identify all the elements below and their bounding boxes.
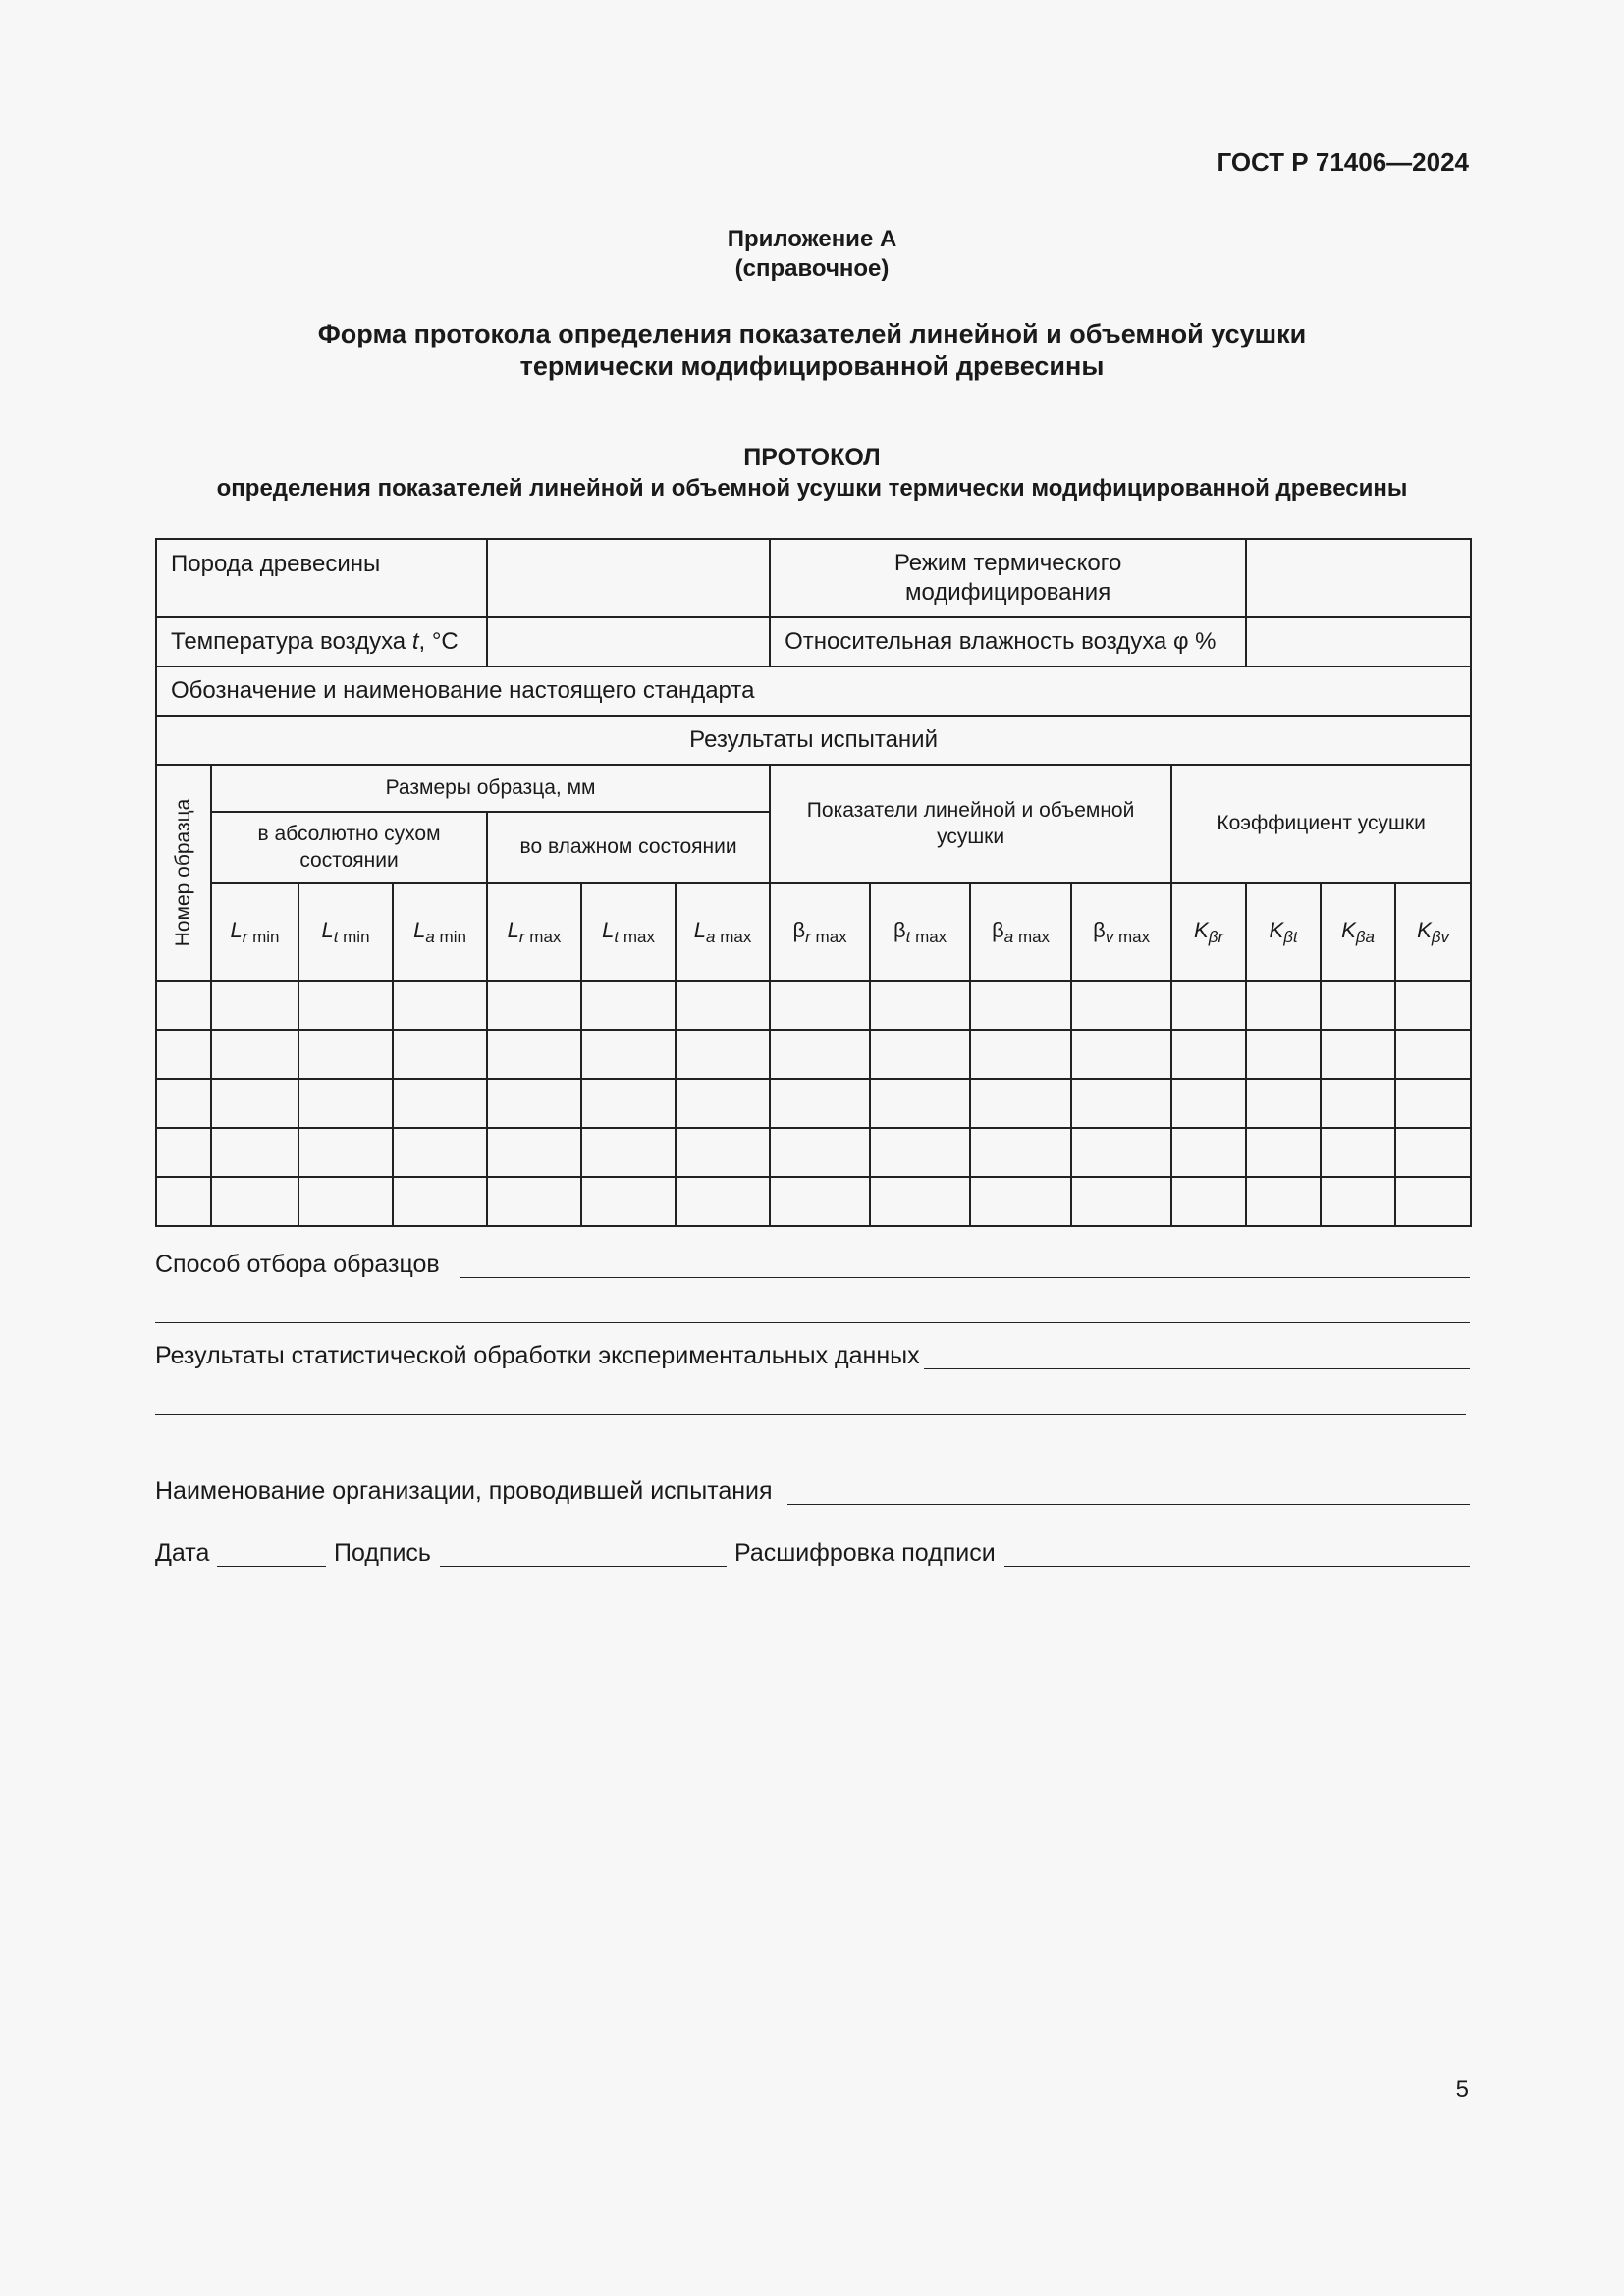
symbol-main: β	[792, 917, 806, 942]
data-cell[interactable]	[970, 1030, 1071, 1079]
data-cell[interactable]	[156, 1030, 211, 1079]
data-cell[interactable]	[298, 1128, 393, 1177]
data-cell[interactable]	[970, 981, 1071, 1030]
data-cell[interactable]	[676, 1128, 770, 1177]
data-cell[interactable]	[1321, 1079, 1395, 1128]
standard-label: Обозначение и наименование настоящего стандарта	[156, 667, 1471, 716]
symbol-header	[1071, 883, 1171, 981]
table-row	[156, 617, 1471, 667]
data-cell[interactable]	[1321, 1177, 1395, 1226]
symbol-subscript	[519, 928, 562, 946]
air-temperature-suffix: , °С	[418, 628, 459, 655]
data-cell[interactable]	[1395, 1030, 1471, 1079]
data-cell[interactable]	[1246, 1030, 1321, 1079]
data-cell[interactable]	[581, 1128, 676, 1177]
protocol-table	[155, 538, 1472, 1227]
symbol-subscript-suffix: min	[338, 927, 370, 946]
data-cell[interactable]	[870, 1030, 970, 1079]
symbol-subscript	[243, 928, 280, 946]
heat-mode-value[interactable]	[1246, 539, 1471, 617]
symbol-header	[1246, 883, 1321, 981]
dry-state-header	[211, 812, 487, 883]
signature-decoding-label: Расшифровка подписи	[734, 1539, 996, 1567]
dry-state-line-2: состоянии	[299, 848, 399, 872]
symbol-subscript-var: βt	[1283, 927, 1298, 946]
data-cell[interactable]	[211, 981, 298, 1030]
date-line[interactable]	[217, 1566, 326, 1567]
symbol-header	[211, 883, 298, 981]
data-cell[interactable]	[770, 1030, 870, 1079]
symbol-main: K	[1194, 917, 1209, 942]
data-cell[interactable]	[581, 981, 676, 1030]
appendix-subtitle: (справочное)	[734, 255, 890, 282]
data-cell[interactable]	[156, 1128, 211, 1177]
table-row	[156, 1177, 1471, 1226]
data-cell[interactable]	[393, 1079, 487, 1128]
symbol-subscript	[1209, 928, 1223, 946]
data-cell[interactable]	[298, 981, 393, 1030]
shrink-indicators-header	[770, 765, 1171, 883]
data-cell[interactable]	[487, 1079, 581, 1128]
symbol-subscript-suffix: min	[434, 927, 466, 946]
humidity-value[interactable]	[1246, 617, 1471, 667]
table-row	[156, 981, 1471, 1030]
data-cell[interactable]	[1071, 1177, 1171, 1226]
table-row	[156, 667, 1471, 716]
symbol-subscript-suffix: max	[910, 927, 947, 946]
results-header: Результаты испытаний	[156, 716, 1471, 765]
data-cell[interactable]	[211, 1177, 298, 1226]
table-row	[156, 1128, 1471, 1177]
symbol-main: β	[1093, 917, 1106, 942]
data-cell[interactable]	[211, 1030, 298, 1079]
table-row	[156, 765, 1471, 812]
data-cell[interactable]	[487, 1177, 581, 1226]
data-cell[interactable]	[770, 1079, 870, 1128]
shrink-indicators-line-2: усушки	[937, 825, 1005, 848]
symbol-subscript	[906, 928, 947, 946]
symbol-subscript-var: r	[518, 927, 525, 946]
data-cell[interactable]	[1321, 1128, 1395, 1177]
data-cell[interactable]	[770, 1128, 870, 1177]
symbol-header	[581, 883, 676, 981]
symbol-main: L	[507, 917, 519, 942]
symbol-subscript-var: a	[706, 927, 716, 946]
data-cell[interactable]	[1246, 1177, 1321, 1226]
heat-mode-line-1: Режим термического	[893, 550, 1122, 576]
data-cell[interactable]	[770, 981, 870, 1030]
symbol-subscript-var: βv	[1431, 927, 1450, 946]
symbol-header	[1171, 883, 1246, 981]
heat-mode-label	[770, 539, 1246, 617]
symbol-subscript	[1004, 928, 1050, 946]
data-cell[interactable]	[1171, 1030, 1246, 1079]
data-cell[interactable]	[1246, 1079, 1321, 1128]
data-cell[interactable]	[1395, 1079, 1471, 1128]
table-row	[156, 1030, 1471, 1079]
data-cell[interactable]	[393, 1128, 487, 1177]
symbol-header	[298, 883, 393, 981]
data-cell[interactable]	[870, 1128, 970, 1177]
sampling-method-label: Способ отбора образцов	[155, 1251, 440, 1278]
data-cell[interactable]	[1171, 1079, 1246, 1128]
symbol-subscript	[1356, 928, 1375, 946]
heat-mode-line-2: модифицирования	[904, 579, 1111, 606]
data-cell[interactable]	[156, 1177, 211, 1226]
data-cell[interactable]	[870, 1177, 970, 1226]
wood-species-value[interactable]	[487, 539, 770, 617]
statistics-line-2[interactable]	[155, 1414, 1466, 1415]
data-cell[interactable]	[393, 981, 487, 1030]
data-cell[interactable]	[156, 981, 211, 1030]
data-cell[interactable]	[581, 1177, 676, 1226]
data-cell[interactable]	[870, 981, 970, 1030]
symbol-subscript-var: βr	[1208, 927, 1224, 946]
air-temperature-value[interactable]	[487, 617, 770, 667]
data-cell[interactable]	[298, 1030, 393, 1079]
protocol-title: ПРОТОКОЛ	[743, 444, 881, 471]
data-cell[interactable]	[1395, 981, 1471, 1030]
data-cell[interactable]	[1171, 1177, 1246, 1226]
humidity-label: Относительная влажность воздуха φ %	[770, 617, 1246, 667]
symbol-subscript-var: t	[905, 927, 911, 946]
sample-number-label: Номер образца	[171, 798, 194, 947]
wood-species-label: Порода древесины	[156, 539, 487, 617]
symbol-subscript-suffix: max	[715, 927, 752, 946]
air-temperature-var: t	[411, 628, 419, 655]
symbol-main: K	[1341, 917, 1356, 942]
data-cell[interactable]	[487, 1128, 581, 1177]
data-cell[interactable]	[970, 1177, 1071, 1226]
data-cell[interactable]	[970, 1128, 1071, 1177]
data-cell[interactable]	[487, 1030, 581, 1079]
signature-line[interactable]	[440, 1566, 727, 1567]
sample-number-header	[156, 765, 211, 981]
symbol-main: L	[602, 917, 615, 942]
data-cell[interactable]	[211, 1128, 298, 1177]
symbol-subscript-suffix: max	[810, 927, 847, 946]
table-row	[156, 539, 1471, 617]
data-cell[interactable]	[211, 1079, 298, 1128]
form-title-line-1: Форма протокола определения показателей линейной и объемной усушки	[317, 319, 1307, 348]
symbol-subscript-suffix: max	[1013, 927, 1051, 946]
symbol-subscript-var: v	[1105, 927, 1114, 946]
data-cell[interactable]	[1071, 1079, 1171, 1128]
signature-label: Подпись	[334, 1539, 431, 1567]
symbol-subscript-suffix: max	[524, 927, 562, 946]
protocol-subtitle: определения показателей линейной и объемной усушки термически модифицированной древесины	[216, 475, 1408, 502]
data-cell[interactable]	[298, 1177, 393, 1226]
symbol-subscript-suffix: max	[619, 927, 655, 946]
data-cell[interactable]	[393, 1030, 487, 1079]
symbol-header	[1395, 883, 1471, 981]
page-number: 5	[1455, 2076, 1469, 2103]
symbol-header	[770, 883, 870, 981]
dry-state-line-1: в абсолютно сухом	[257, 823, 441, 846]
symbol-subscript-suffix: max	[1113, 927, 1151, 946]
data-cell[interactable]	[1321, 981, 1395, 1030]
table-row	[156, 716, 1471, 765]
data-cell[interactable]	[770, 1177, 870, 1226]
symbol-subscript	[1106, 928, 1150, 946]
symbol-main: L	[413, 917, 426, 942]
form-title-line-2: термически модифицированной древесины	[519, 351, 1105, 381]
data-cell[interactable]	[581, 1079, 676, 1128]
symbol-header	[870, 883, 970, 981]
symbol-subscript	[706, 928, 751, 946]
symbol-main: L	[230, 917, 243, 942]
air-temperature-label	[156, 617, 487, 667]
data-cell[interactable]	[676, 981, 770, 1030]
data-cell[interactable]	[676, 1030, 770, 1079]
symbol-subscript-var: a	[1003, 927, 1014, 946]
symbol-subscript	[1432, 928, 1449, 946]
organization-line[interactable]	[787, 1504, 1470, 1505]
symbol-main: L	[693, 917, 707, 942]
sampling-method-line[interactable]	[460, 1277, 1470, 1278]
symbol-subscript-suffix: min	[247, 927, 280, 946]
symbol-subscript-var: a	[425, 927, 435, 946]
data-cell[interactable]	[581, 1030, 676, 1079]
symbol-main: β	[893, 917, 906, 942]
table-row	[156, 1079, 1471, 1128]
symbol-main: β	[992, 917, 1004, 942]
data-cell[interactable]	[1171, 1128, 1246, 1177]
symbol-header	[676, 883, 770, 981]
data-cell[interactable]	[487, 981, 581, 1030]
symbol-header	[487, 883, 581, 981]
symbol-subscript-var: t	[333, 927, 339, 946]
date-label: Дата	[155, 1539, 210, 1567]
data-cell[interactable]	[1246, 981, 1321, 1030]
symbol-subscript-var: βa	[1355, 927, 1376, 946]
data-cell[interactable]	[1071, 1030, 1171, 1079]
data-cell[interactable]	[1395, 1128, 1471, 1177]
data-cell[interactable]	[1395, 1177, 1471, 1226]
sample-sizes-header: Размеры образца, мм	[211, 765, 770, 812]
symbol-subscript-var: r	[242, 927, 248, 946]
data-cell[interactable]	[1071, 1128, 1171, 1177]
sampling-method-line-2[interactable]	[155, 1322, 1470, 1323]
shrink-coef-header: Коэффициент усушки	[1171, 765, 1471, 883]
symbol-subscript	[334, 928, 370, 946]
symbol-subscript-var: r	[805, 927, 811, 946]
symbol-main: K	[1269, 917, 1284, 942]
statistics-line[interactable]	[924, 1368, 1470, 1369]
air-temperature-prefix: Температура воздуха	[171, 628, 412, 655]
shrink-indicators-line-1: Показатели линейной и объемной	[806, 799, 1135, 823]
symbol-subscript	[1283, 928, 1297, 946]
symbol-header	[1321, 883, 1395, 981]
data-cell[interactable]	[1321, 1030, 1395, 1079]
data-cell[interactable]	[970, 1079, 1071, 1128]
wet-state-header: во влажном состоянии	[487, 812, 770, 883]
symbol-subscript	[614, 928, 655, 946]
symbol-header	[970, 883, 1071, 981]
data-cell[interactable]	[1171, 981, 1246, 1030]
statistics-label: Результаты статистической обработки экспериментальных данных	[155, 1342, 920, 1369]
data-cell[interactable]	[393, 1177, 487, 1226]
document-code: ГОСТ Р 71406—2024	[1217, 147, 1469, 177]
symbol-main: K	[1417, 917, 1432, 942]
symbol-subscript-var: t	[614, 927, 620, 946]
data-cell[interactable]	[676, 1079, 770, 1128]
data-cell[interactable]	[1246, 1128, 1321, 1177]
table-row	[156, 883, 1471, 981]
data-cell[interactable]	[870, 1079, 970, 1128]
symbol-subscript	[425, 928, 466, 946]
symbol-subscript	[805, 928, 847, 946]
symbol-header	[393, 883, 487, 981]
organization-label: Наименование организации, проводившей испытания	[155, 1477, 773, 1505]
data-cell[interactable]	[676, 1177, 770, 1226]
symbol-main: L	[321, 917, 334, 942]
signature-decoding-line[interactable]	[1004, 1566, 1470, 1567]
data-cell[interactable]	[156, 1079, 211, 1128]
appendix-title: Приложение А	[727, 226, 897, 252]
data-cell[interactable]	[1071, 981, 1171, 1030]
data-cell[interactable]	[298, 1079, 393, 1128]
